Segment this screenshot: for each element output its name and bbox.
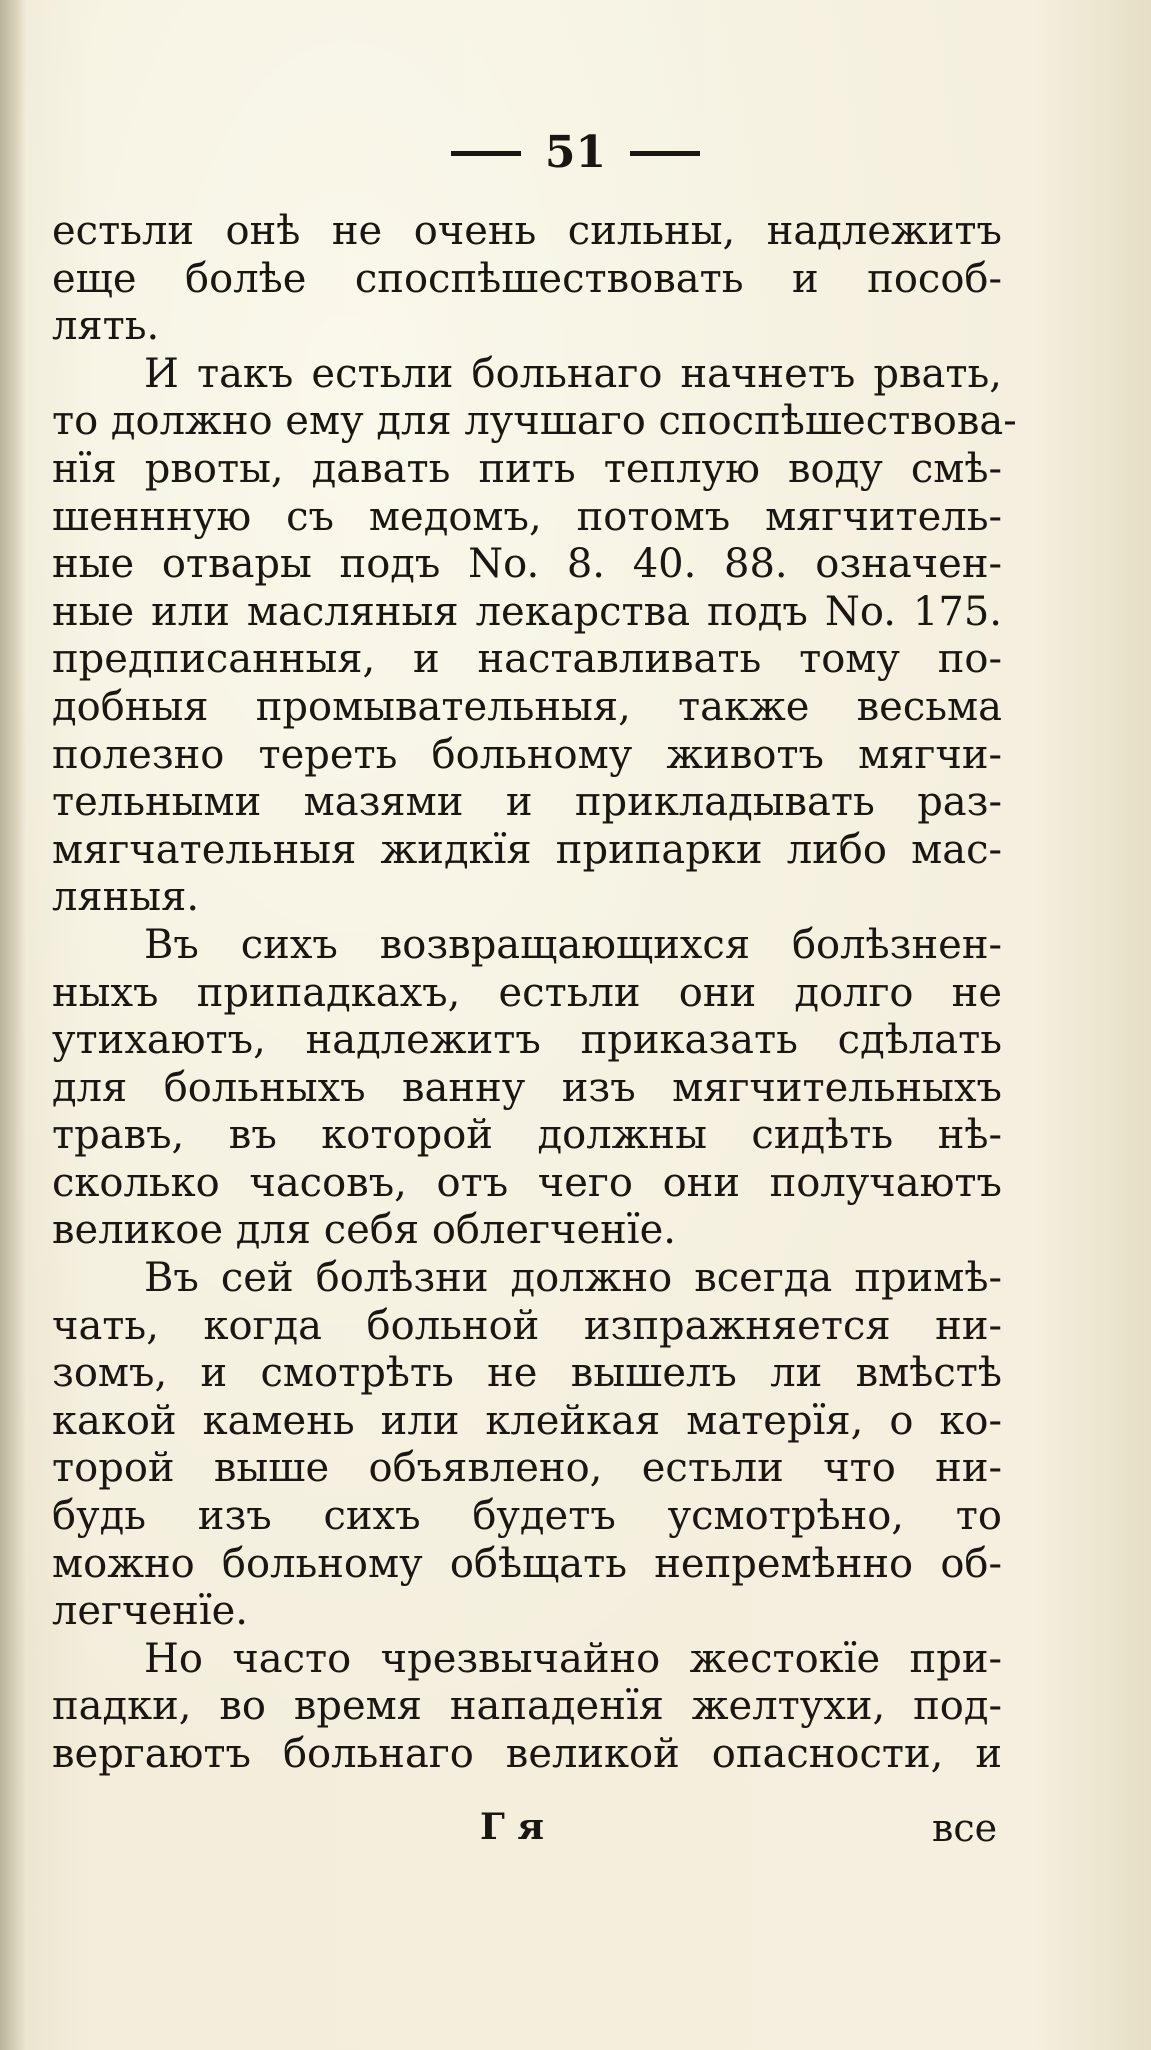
text-line: травъ, въ которой должны сидѣть нѣ- bbox=[52, 1112, 1002, 1159]
text-line: ныхъ припадкахъ, естьли они долго не bbox=[52, 969, 1002, 1016]
binding-shadow bbox=[0, 0, 26, 2050]
text-line: сколько часовъ, отъ чего они получаютъ bbox=[52, 1159, 1002, 1206]
text-line: зомъ, и смотрѣть не вышелъ ли вмѣстѣ bbox=[52, 1350, 1002, 1397]
text-line: для больныхъ ванну изъ мягчительныхъ bbox=[52, 1064, 1002, 1111]
catchword: все bbox=[932, 1806, 998, 1850]
text-line: еще болѣе споспѣшествовать и пособ- bbox=[52, 255, 1002, 302]
text-line: лять. bbox=[52, 303, 160, 350]
text-line: то должно ему для лучшаго споспѣшествова- bbox=[52, 398, 1017, 445]
header-dash-left bbox=[451, 151, 521, 156]
text-line: полезно тереть больному животъ мягчи- bbox=[52, 731, 1002, 778]
text-line: предписанныя, и наставливать тому по- bbox=[52, 636, 1002, 683]
text-line: Въ сихъ возвращающихся болѣзнен- bbox=[144, 921, 1002, 968]
header-dash-right bbox=[630, 151, 700, 156]
body-text bbox=[52, 208, 1017, 1779]
text-line: Но часто чрезвычайно жестокїе при- bbox=[144, 1635, 1002, 1682]
text-line: какой камень или клейкая матерїя, о ко- bbox=[52, 1397, 1002, 1444]
text-line: Въ сей болѣзни должно всегда примѣ- bbox=[144, 1255, 1002, 1302]
text-line: мягчательныя жидкїя припарки либо мас- bbox=[52, 826, 1002, 873]
text-line: естьли онѣ не очень сильны, надлежитъ bbox=[52, 208, 1002, 254]
page-header bbox=[0, 128, 1151, 178]
text-line: великое для себя облегченїе. bbox=[52, 1207, 676, 1254]
text-line: торой выше объявлено, естьли что ни- bbox=[52, 1445, 1002, 1492]
text-line: легченїе. bbox=[52, 1588, 248, 1635]
text-line: утихаютъ, надлежитъ приказать сдѣлать bbox=[52, 1017, 1002, 1064]
text-line: нїя рвоты, давать пить теплую воду смѣ- bbox=[52, 445, 1002, 492]
text-line: будь изъ сихъ будетъ усмотрѣно, то bbox=[52, 1493, 1002, 1540]
text-line: падки, во время нападенїя желтухи, под- bbox=[52, 1683, 1002, 1730]
text-line: вергаютъ больнаго великой опасности, и bbox=[52, 1731, 1002, 1777]
signature-mark: Г я bbox=[480, 1806, 544, 1848]
text-line: можно больному обѣщать непремѣнно об- bbox=[52, 1540, 1002, 1587]
text-line: тельными мазями и прикладывать раз- bbox=[52, 779, 1002, 826]
text-line: ляныя. bbox=[52, 874, 200, 921]
text-line: И такъ естьли больнаго начнетъ рвать, bbox=[144, 350, 1002, 397]
text-line: добныя промывательныя, также весьма bbox=[52, 683, 1002, 730]
text-line: чать, когда больной изпражняется ни- bbox=[52, 1302, 1002, 1349]
page-number: 51 bbox=[544, 127, 607, 178]
text-line: ные отвары подъ No. 8. 40. 88. означен- bbox=[52, 541, 1002, 588]
text-line: ные или масляныя лекарства подъ No. 175. bbox=[52, 588, 1002, 635]
text-line: шеннную съ медомъ, потомъ мягчитель- bbox=[52, 493, 1002, 540]
